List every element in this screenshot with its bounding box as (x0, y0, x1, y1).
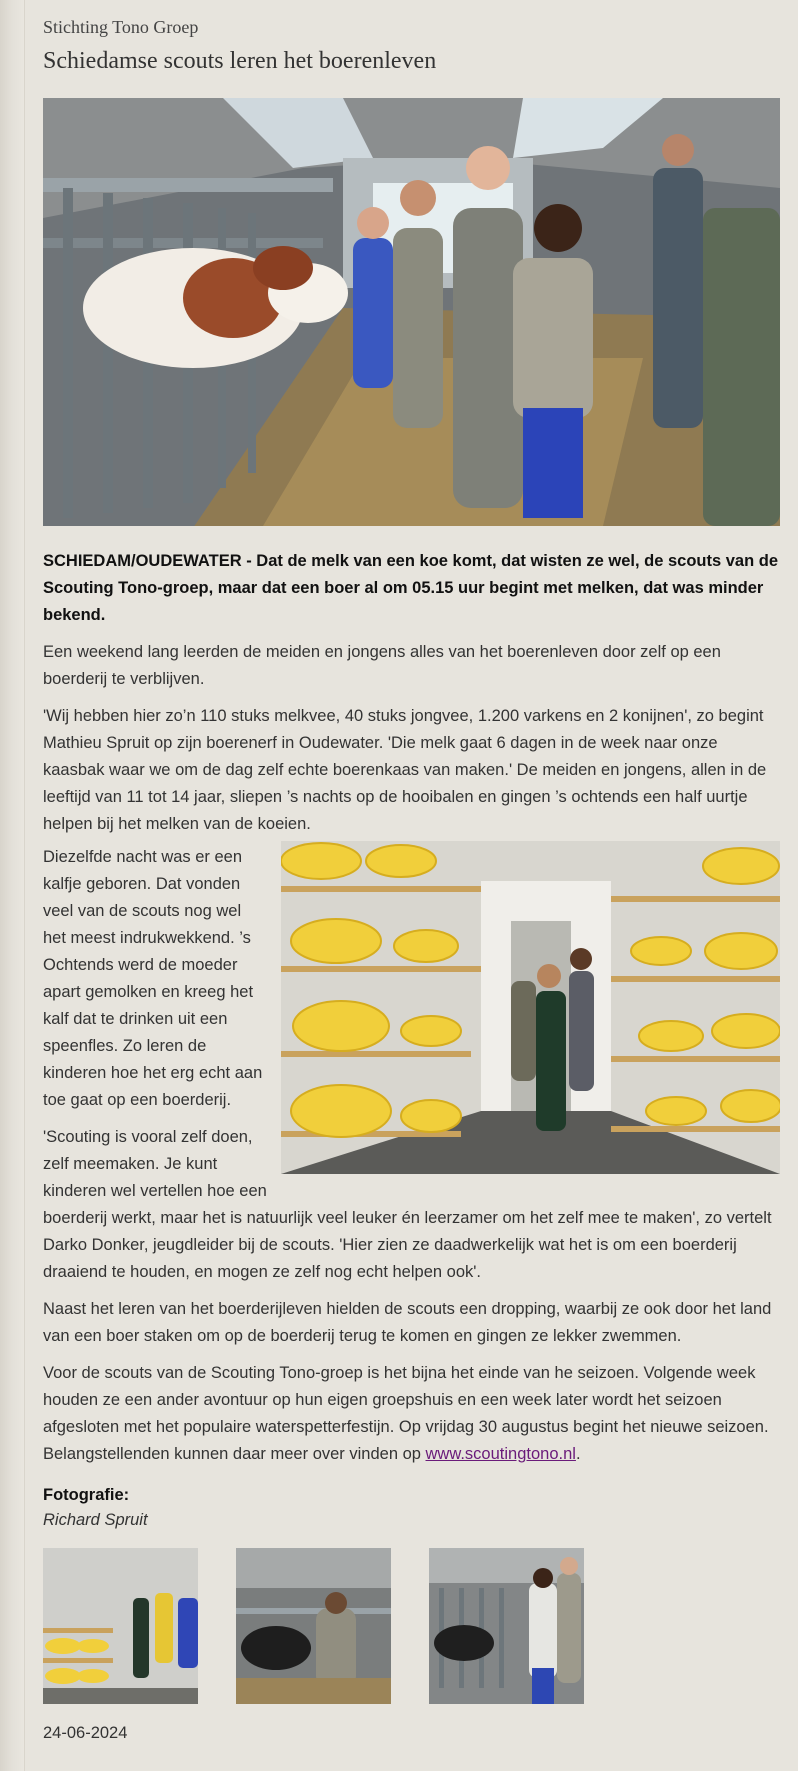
page-left-border (0, 0, 25, 1771)
scoutingtono-link[interactable]: www.scoutingtono.nl (425, 1445, 576, 1463)
paragraph-6-text: Voor de scouts van de Scouting Tono-groep is het bijna het einde van he seizoen. Volgende week houden ze een ander avontuur op hun eigen groepshuis en een week later wordt het seizoen afgesloten met het populaire waterspetterfestijn. Op vrijdag 30 augustus begint het nieuwe seizoen. Belangstellenden kunnen daar meer over vinden op (43, 1364, 769, 1463)
paragraph-6 (43, 1360, 780, 1468)
paragraph-1: Een weekend lang leerden de meiden en jongens alles van het boerenleven door zelf op een boerderij te verblijven. (43, 643, 721, 688)
paragraph-5: Naast het leren van het boerderijleven hielden de scouts een dropping, waarbij ze ook door het land van een boer staken om op de boerderij terug te komen en gingen ze lekker zwemmen. (43, 1300, 772, 1345)
article-lead: SCHIEDAM/OUDEWATER - Dat de melk van een koe komt, dat wisten ze wel, de scouts van de Scouting Tono-groep, maar dat een boer al om 05.15 uur begint met melken, dat was minder bekend. (43, 552, 779, 624)
article-title: Schiedamse scouts leren het boerenleven (43, 48, 437, 74)
photo-credit-label: Fotografie: (43, 1486, 130, 1504)
paragraph-6-end: . (575, 1445, 581, 1463)
paragraph-4: 'Scouting is vooral zelf doen, zelf meemaken. Je kunt kinderen wel vertellen hoe een boerderij werkt, maar het is natuurlijk veel leuker én leerzamer om het zelf mee te maken', zo vertelt Darko Donker, jeugdleider bij de scouts. 'Hier zien ze daadwerkelijk wat het is om een boerderij draaiend te houden, en mogen ze zelf nog echt helpen ook'. (43, 1128, 772, 1281)
publication-date: 24-06-2024 (43, 1724, 128, 1742)
hero-photo-graphic (43, 98, 780, 526)
thumbnail-scout-with-calf[interactable] (236, 1548, 391, 1704)
article-container (43, 0, 780, 1743)
photo-credit-name: Richard Spruit (43, 1511, 148, 1529)
thumbnail-scouts-at-cow-stalls[interactable] (429, 1548, 584, 1704)
cheese-storage-image[interactable] (281, 841, 780, 1174)
site-name: Stichting Tono Groep (43, 17, 199, 37)
thumbnail-gallery (43, 1548, 780, 1704)
paragraph-2: 'Wij hebben hier zo’n 110 stuks melkvee, 40 stuks jongvee, 1.200 varkens en 2 konijnen', zo begint Mathieu Spruit op zijn boerenerf in Oudewater. 'Die melk gaat 6 dagen in de week naar onze kaasbak waar we om de dag zelf echte boerenkaas van maken.' De meiden en jongens, allen in de leeftijd van 11 tot 14 jaar, sliepen ’s nachts op de hooibalen en gingen ’s ochtends een half uurtje helpen bij het melken van de koeien. (43, 707, 767, 833)
cheese-photo-graphic (281, 841, 780, 1174)
thumbnail-cheese-room[interactable] (43, 1548, 198, 1704)
paragraph-3: Diezelfde nacht was er een kalfje geboren. Dat vonden veel van de scouts nog wel het meest indrukwekkend. ’s Ochtends werd de moeder apart gemolken en kreeg het kalf dat te drinken uit een speenfles. Zo leren de kinderen hoe het erg echt aan toe gaat op een boerderij. (43, 848, 263, 1109)
hero-image[interactable] (43, 98, 780, 526)
